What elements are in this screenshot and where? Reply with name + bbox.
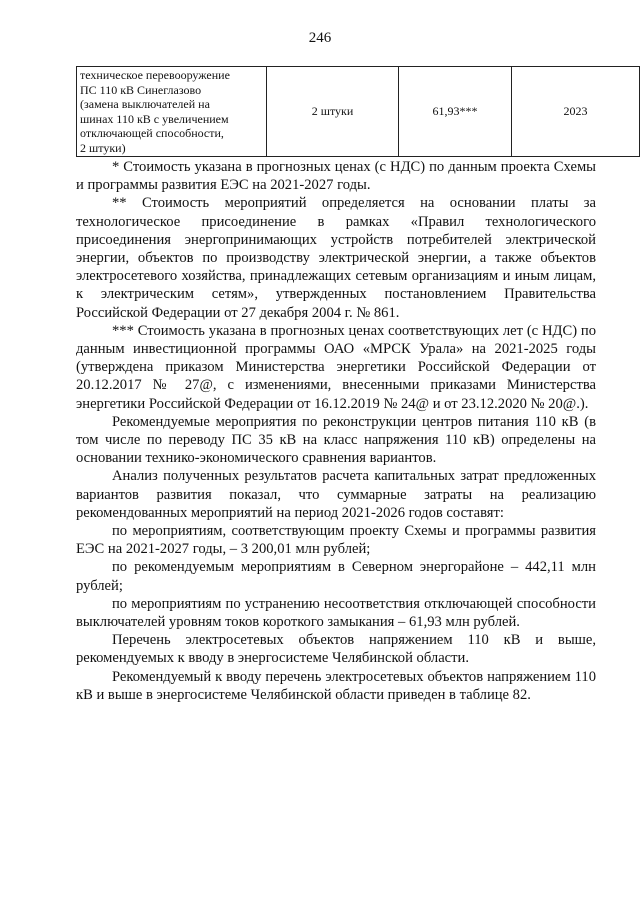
paragraph-list-heading: Перечень электросетевых объектов напряжением 110 кВ и выше, рекомендуемых к вводу в энергосистеме Челябинской области. xyxy=(76,632,596,667)
page-number: 246 xyxy=(308,30,332,46)
footnote-2: ** Стоимость мероприятий определяется на основании платы за технологическое присоединение в рамках «Правил технологического присоединения энергопринимающих устройств потребителей электрической энергии, объектов по производству электрической энергии, а также объектов электросетевого хозяйства, принадлежащих сетевым организациям и иным лицам, к электрическим сетям», утвержденных постановлением Правительства Российской Федерации от 27 декабря 2004 г. № 861. xyxy=(76,195,596,321)
object-line: ПС 110 кВ Синеглазово xyxy=(80,82,202,97)
object-line: техническое перевооружение xyxy=(80,68,230,82)
object-line: 2 штуки) xyxy=(80,140,126,155)
cost-cell: 61,93*** xyxy=(399,67,512,157)
object-cell xyxy=(77,67,267,157)
paragraph-analysis: Анализ полученных результатов расчета капитальных затрат предложенных вариантов развития показал, что суммарные затраты на реализацию рекомендованных мероприятий на период 2021-2026 годов составят: xyxy=(76,468,596,521)
measures-table xyxy=(76,66,640,157)
object-line: отключающей способности, xyxy=(80,126,224,140)
object-line: (замена выключателей на xyxy=(80,97,210,111)
object-line: шинах 110 кВ с увеличением xyxy=(80,111,229,126)
paragraph-reconstruction: Рекомендуемые мероприятия по реконструкции центров питания 110 кВ (в том числе по переводу ПС 35 кВ на класс напряжения 110 кВ) определены на основании технико-экономического сравнения вариантов. xyxy=(76,413,596,467)
table-row xyxy=(77,67,640,157)
paragraph-cost-eec: по мероприятиям, соответствующим проекту Схемы и программы развития ЕЭС на 2021-2027 годы, – 3 200,01 млн рублей; xyxy=(76,523,596,558)
paragraph-cost-north: по рекомендуемым мероприятиям в Северном энергорайоне – 442,11 млн рублей; xyxy=(76,559,596,594)
footnote-3: *** Стоимость указана в прогнозных ценах соответствующих лет (с НДС) по данным инвестиционной программы ОАО «МРСК Урала» на 2021-2025 годы (утверждена приказом Министерства энергетики Российской Федерации от 20.12.2017 № 27@, с изменениями, внесенными приказами Министерства энергетики Российской Федерации от 16.12.2019 № 24@ и от 23.12.2020 № 20@.). xyxy=(76,322,596,412)
year-cell: 2023 xyxy=(512,67,640,157)
footnote-1: * Стоимость указана в прогнозных ценах (с НДС) по данным проекта Схемы и программы развития ЕЭС на 2021-2027 годы. xyxy=(76,159,596,194)
paragraph-cost-breakers: по мероприятиям по устранению несоответствия отключающей способности выключателей уровням токов короткого замыкания – 61,93 млн рублей. xyxy=(76,595,596,631)
paragraph-table-ref: Рекомендуемый к вводу перечень электросетевых объектов напряжением 110 кВ и выше в энергосистеме Челябинской области приведен в таблице 82. xyxy=(76,668,596,703)
body-text xyxy=(76,158,596,704)
quantity-cell: 2 штуки xyxy=(267,67,399,157)
